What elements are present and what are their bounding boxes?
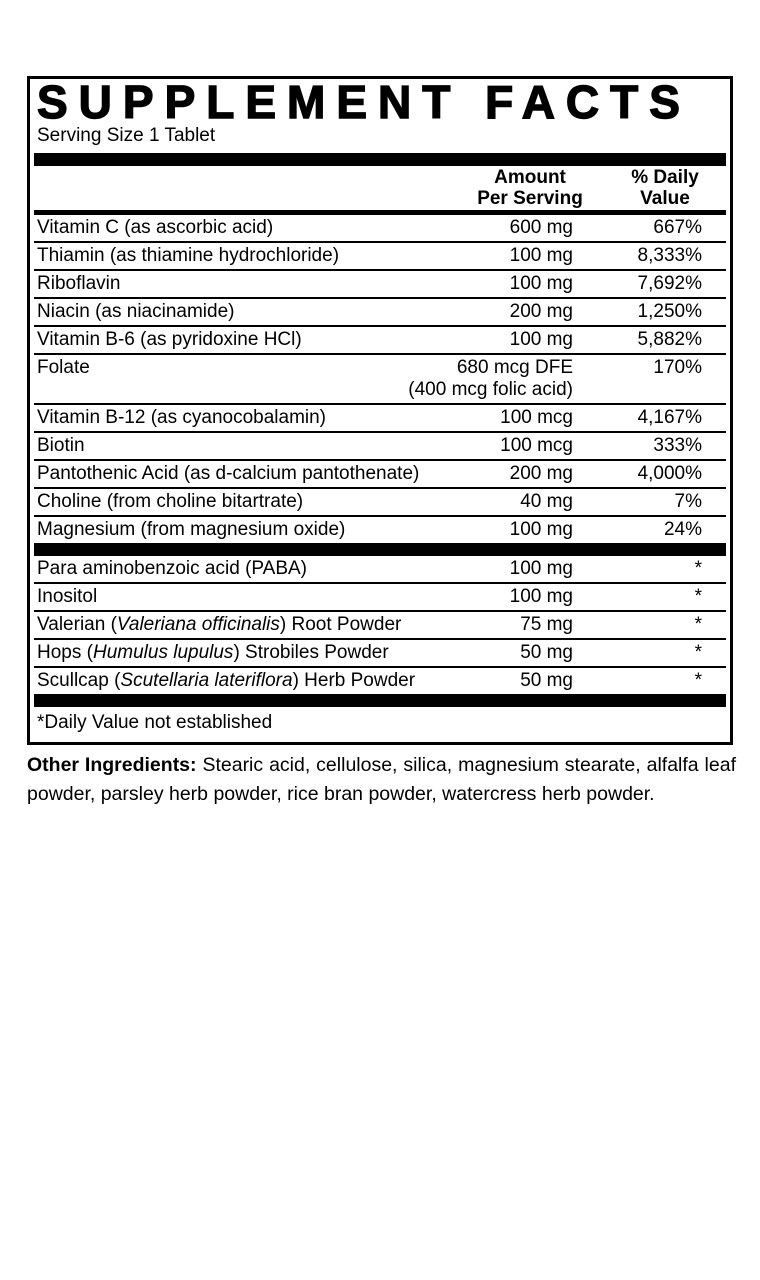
amount-line2: (400 mcg folic acid) [408, 379, 573, 400]
nutrient-amount: 50 mg [520, 642, 573, 663]
table-row [34, 215, 726, 243]
nutrient-dv: 24% [663, 519, 702, 540]
table-row [34, 517, 726, 543]
serving-size: Serving Size 1 Tablet [37, 125, 216, 146]
nutrient-amount: 600 mg [509, 217, 573, 238]
nutrient-dv: 333% [653, 435, 702, 456]
table-row [34, 556, 726, 584]
nutrient-amount: 100 mg [509, 329, 573, 350]
nutrient-name: Folate [37, 357, 90, 378]
amount-line1: 680 mcg DFE [456, 357, 573, 378]
nutrient-name: Vitamin C (as ascorbic acid) [37, 217, 274, 238]
amount-per-serving-header [477, 167, 583, 209]
nutrient-dv: 4,167% [637, 407, 702, 428]
nutrient-amount: 40 mg [520, 491, 573, 512]
daily-value-footnote: *Daily Value not established [37, 712, 273, 733]
nutrient-dv: * [694, 586, 702, 607]
dv-header-line2: Value [640, 188, 690, 209]
nutrient-amount: 100 mcg [500, 407, 573, 428]
nutrient-dv: * [694, 670, 702, 691]
nutrient-dv: * [694, 642, 702, 663]
table-row [34, 243, 726, 271]
divider-thick [34, 543, 726, 556]
nutrient-amount: 100 mg [509, 519, 573, 540]
table-row [34, 489, 726, 517]
nutrient-dv: 7% [674, 491, 702, 512]
divider-thick [34, 694, 726, 707]
amount-header-line1: Amount [494, 167, 566, 188]
nutrient-amount: 200 mg [509, 463, 573, 484]
daily-value-header [631, 167, 699, 209]
supplement-facts-panel [27, 76, 733, 745]
other-ingredients-text: Stearic acid, cellulose, silica, magnesium stearate, alfalfa leaf powder, parsley herb powder, rice bran powder, watercress herb powder. [27, 754, 736, 805]
nutrient-dv: 5,882% [637, 329, 702, 350]
nutrient-dv: 7,692% [637, 273, 702, 294]
other-ingredients-heading: Other Ingredients: [27, 754, 197, 776]
table-row [34, 433, 726, 461]
dv-header-line1: % Daily [631, 167, 699, 188]
nutrient-name: Niacin (as niacinamide) [37, 301, 235, 322]
table-row [34, 461, 726, 489]
nutrient-dv: 667% [653, 217, 702, 238]
nutrient-amount: 75 mg [520, 614, 573, 635]
table-row [34, 327, 726, 355]
nutrient-dv: 4,000% [637, 463, 702, 484]
table-row [34, 355, 726, 405]
botanical-latin-name: Humulus lupulus [92, 642, 234, 663]
table-row [34, 271, 726, 299]
nutrient-name: Scullcap (Scutellaria lateriflora) Herb Powder [37, 670, 416, 691]
nutrient-name: Para aminobenzoic acid (PABA) [37, 558, 307, 579]
table-row [34, 640, 726, 668]
table-row [34, 299, 726, 327]
table-row [34, 668, 726, 694]
nutrient-amount [408, 357, 573, 401]
botanical-latin-name: Valeriana officinalis [116, 614, 280, 635]
divider-thick [34, 153, 726, 166]
panel-title: SUPPLEMENT FACTS [37, 76, 691, 128]
nutrient-name: Valerian (Valeriana officinalis) Root Powder [37, 614, 402, 635]
nutrient-dv: * [694, 614, 702, 635]
amount-header-line2: Per Serving [477, 188, 583, 209]
table-row [34, 612, 726, 640]
nutrient-name: Biotin [37, 435, 85, 456]
nutrient-dv: 1,250% [637, 301, 702, 322]
table-row [34, 405, 726, 433]
nutrient-amount: 100 mg [509, 586, 573, 607]
nutrient-name: Vitamin B-12 (as cyanocobalamin) [37, 407, 327, 428]
nutrient-dv: 170% [653, 357, 702, 378]
nutrient-amount: 100 mcg [500, 435, 573, 456]
nutrient-amount: 50 mg [520, 670, 573, 691]
nutrient-amount: 200 mg [509, 301, 573, 322]
nutrient-name: Inositol [37, 586, 98, 607]
botanical-latin-name: Scutellaria lateriflora [120, 670, 293, 691]
table-row [34, 584, 726, 612]
nutrient-name: Choline (from choline bitartrate) [37, 491, 304, 512]
nutrient-amount: 100 mg [509, 558, 573, 579]
nutrient-name: Thiamin (as thiamine hydrochloride) [37, 245, 340, 266]
nutrient-name: Vitamin B-6 (as pyridoxine HCl) [37, 329, 302, 350]
nutrient-dv: 8,333% [637, 245, 702, 266]
other-ingredients [27, 751, 736, 809]
nutrient-amount: 100 mg [509, 273, 573, 294]
column-headers [37, 166, 723, 210]
nutrient-dv: * [694, 558, 702, 579]
nutrient-name: Riboflavin [37, 273, 121, 294]
nutrient-name: Hops (Humulus lupulus) Strobiles Powder [37, 642, 389, 663]
nutrient-amount: 100 mg [509, 245, 573, 266]
nutrient-name: Pantothenic Acid (as d-calcium pantothenate) [37, 463, 420, 484]
nutrient-name: Magnesium (from magnesium oxide) [37, 519, 346, 540]
